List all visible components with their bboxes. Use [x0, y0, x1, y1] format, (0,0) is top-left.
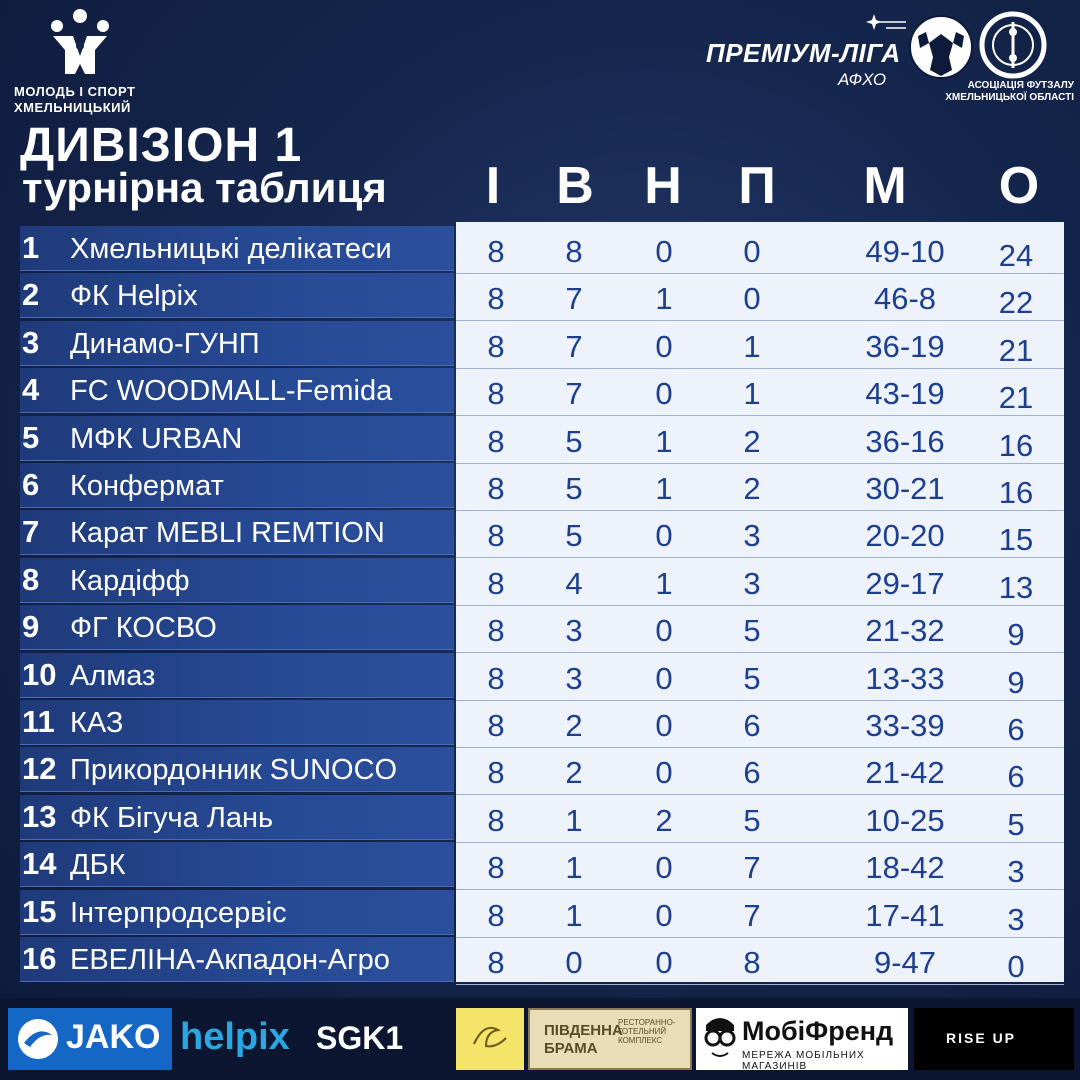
team-name: ФГ КОСВО	[70, 612, 217, 645]
team-position: 5	[22, 419, 40, 455]
sponsor-rise-up	[914, 1008, 1074, 1070]
col-header-goals: М	[863, 157, 907, 215]
cell-goals: 46-8	[873, 281, 937, 317]
team-name: ФК Бігуча Лань	[70, 801, 274, 834]
col-header-played: І	[485, 157, 501, 215]
cell-goals: 29-17	[865, 565, 945, 601]
cell-lost: 5	[743, 613, 761, 649]
team-position: 16	[22, 941, 57, 976]
stats-row	[456, 605, 1064, 653]
team-row	[20, 937, 454, 982]
cell-won: 5	[565, 471, 583, 506]
cell-played: 8	[487, 897, 505, 933]
cell-won: 7	[565, 281, 583, 317]
stats-table	[456, 222, 1064, 982]
cell-lost: 1	[743, 328, 761, 364]
team-position: 4	[22, 372, 40, 408]
cell-won: 3	[565, 613, 583, 649]
cell-goals: 30-21	[865, 471, 945, 506]
cell-drawn: 2	[655, 802, 673, 838]
sponsor-jako	[8, 1008, 172, 1070]
cell-goals: 43-19	[865, 376, 945, 412]
brama-line2: БРАМА	[544, 1040, 598, 1057]
cell-won: 5	[565, 518, 583, 554]
cell-played: 8	[487, 234, 505, 269]
cell-drawn: 0	[655, 518, 673, 554]
rise-up-wordmark: RISE UP	[946, 1030, 1017, 1046]
team-position: 12	[22, 751, 57, 787]
helpix-wordmark: helpix	[180, 1016, 290, 1058]
stats-row	[456, 321, 1064, 369]
team-position: 7	[22, 514, 40, 550]
team-name: Карат MEBLI REMTION	[70, 517, 385, 550]
cell-played: 8	[487, 802, 505, 838]
glasses-face-icon	[700, 1011, 740, 1067]
cell-drawn: 0	[655, 945, 673, 980]
team-position: 3	[22, 324, 40, 360]
col-header-drawn: Н	[644, 157, 682, 215]
cell-drawn: 1	[655, 281, 673, 317]
cell-drawn: 0	[655, 897, 673, 933]
team-position: 11	[22, 704, 55, 739]
cell-points: 5	[1007, 806, 1025, 842]
cell-won: 2	[565, 755, 583, 791]
team-row	[20, 842, 454, 887]
cell-goals: 21-32	[865, 613, 945, 649]
cell-drawn: 0	[655, 708, 673, 743]
team-row	[20, 510, 454, 555]
cell-points: 21	[998, 332, 1034, 368]
team-name: МФК URBAN	[70, 422, 243, 455]
cell-drawn: 0	[655, 850, 673, 886]
team-row	[20, 747, 454, 792]
sponsor-helpix	[176, 1008, 306, 1070]
cell-lost: 7	[743, 850, 761, 886]
stats-row	[456, 416, 1064, 464]
stats-row	[456, 368, 1064, 416]
cell-lost: 1	[743, 376, 761, 412]
cell-points: 13	[998, 569, 1034, 605]
cell-played: 8	[487, 565, 505, 601]
cell-points: 9	[1007, 664, 1025, 700]
cell-goals: 33-39	[865, 708, 945, 743]
cell-goals: 10-25	[865, 802, 945, 838]
cell-won: 7	[565, 328, 583, 364]
team-position: 6	[22, 467, 40, 502]
team-position: 2	[22, 277, 40, 313]
cell-played: 8	[487, 328, 505, 364]
brama-caption: РЕСТОРАННО-ГОТЕЛЬНИЙ КОМПЛЕКС	[618, 1018, 676, 1045]
team-name: Динамо-ГУНП	[70, 327, 260, 360]
cell-goals: 36-19	[865, 328, 945, 364]
team-position: 8	[22, 561, 40, 597]
cell-points: 21	[998, 380, 1034, 416]
cell-points: 3	[1007, 901, 1025, 937]
team-name: ФК Helpix	[70, 280, 198, 313]
cell-points: 22	[998, 285, 1034, 321]
team-row	[20, 368, 454, 413]
team-row	[20, 795, 454, 840]
stats-row	[456, 747, 1064, 795]
cell-goals: 36-16	[865, 423, 945, 459]
cell-points: 3	[1007, 854, 1025, 890]
stats-row	[456, 842, 1064, 890]
sponsor-strip	[0, 998, 1080, 1080]
table-subtitle: турнірна таблиця	[22, 164, 387, 211]
cell-lost: 6	[743, 755, 761, 791]
cell-drawn: 1	[655, 471, 673, 506]
cell-won: 8	[565, 234, 583, 269]
cell-played: 8	[487, 518, 505, 554]
cell-points: 9	[1007, 617, 1025, 653]
sponsor-pivdenna-brama	[528, 1008, 692, 1070]
team-name: КАЗ	[70, 707, 124, 739]
team-name: Хмельницькі делікатеси	[70, 233, 392, 265]
cell-goals: 9-47	[873, 945, 937, 980]
league-subtitle: АФХО	[838, 70, 887, 89]
team-position: 13	[22, 798, 57, 834]
association-logo-icon	[978, 10, 1048, 80]
cell-lost: 3	[743, 518, 761, 554]
cell-goals: 18-42	[865, 850, 945, 886]
cell-goals: 20-20	[865, 518, 945, 554]
org-name-line1: МОЛОДЬ І СПОРТ	[14, 84, 136, 99]
cell-played: 8	[487, 423, 505, 459]
sponsor-sgk	[312, 1008, 452, 1070]
stats-row	[456, 795, 1064, 843]
cell-won: 0	[565, 945, 583, 980]
cell-played: 8	[487, 613, 505, 649]
cell-played: 8	[487, 850, 505, 886]
cell-lost: 0	[743, 281, 761, 317]
cell-goals: 13-33	[865, 660, 945, 696]
team-name: FC WOODMALL-Femida	[70, 375, 393, 408]
team-row	[20, 605, 454, 650]
cell-drawn: 0	[655, 376, 673, 412]
cell-points: 15	[998, 522, 1034, 558]
team-row	[20, 321, 454, 366]
cell-played: 8	[487, 755, 505, 791]
cell-played: 8	[487, 281, 505, 317]
team-row	[20, 463, 454, 508]
stats-row	[456, 890, 1064, 938]
cell-drawn: 0	[655, 328, 673, 364]
cell-played: 8	[487, 376, 505, 412]
cell-lost: 2	[743, 471, 761, 506]
org-name-line2: ХМЕЛЬНИЦЬКИЙ	[14, 100, 131, 115]
cell-won: 7	[565, 376, 583, 412]
association-name-line1: АСОЦІАЦІЯ ФУТЗАЛУ	[967, 80, 1074, 91]
team-position: 9	[22, 609, 40, 645]
stats-row	[456, 700, 1064, 748]
team-position: 10	[22, 656, 57, 692]
team-position: 1	[22, 230, 40, 265]
cell-won: 3	[565, 660, 583, 696]
football-icon	[908, 14, 974, 80]
team-row	[20, 890, 454, 935]
jako-wordmark: JAKO	[66, 1018, 161, 1056]
cell-won: 1	[565, 850, 583, 886]
youth-sport-logo	[10, 6, 150, 118]
cell-lost: 2	[743, 423, 761, 459]
cell-points: 16	[998, 427, 1034, 463]
youth-sport-emblem-icon	[45, 6, 115, 78]
cell-won: 2	[565, 708, 583, 743]
cell-points: 6	[1007, 759, 1025, 795]
stats-row	[456, 558, 1064, 606]
team-name: Конфермат	[70, 470, 224, 502]
association-name-line2: ХМЕЛЬНИЦЬКОЇ ОБЛАСТІ	[945, 92, 1074, 103]
team-name: Прикордонник SUNOCO	[70, 754, 398, 787]
cell-drawn: 0	[655, 660, 673, 696]
jako-logo-icon	[16, 1017, 60, 1061]
stats-row	[456, 273, 1064, 321]
cell-lost: 8	[743, 945, 761, 980]
team-row	[20, 226, 454, 271]
cell-points: 24	[998, 238, 1034, 273]
cell-played: 8	[487, 471, 505, 506]
cell-drawn: 1	[655, 565, 673, 601]
team-row	[20, 653, 454, 698]
cell-lost: 3	[743, 565, 761, 601]
cell-goals: 49-10	[865, 234, 945, 269]
team-row	[20, 416, 454, 461]
team-name: ЕВЕЛІНА-Акпадон-Агро	[70, 944, 390, 976]
cell-drawn: 0	[655, 613, 673, 649]
team-name: Кардіфф	[70, 564, 190, 597]
sgk-wordmark: SGK1	[316, 1020, 404, 1056]
stats-row	[456, 510, 1064, 558]
col-header-lost: П	[738, 157, 776, 215]
cell-won: 1	[565, 897, 583, 933]
league-title: ПРЕМІУМ-ЛІГА	[706, 38, 901, 68]
stats-row	[456, 653, 1064, 701]
cell-won: 5	[565, 423, 583, 459]
stats-row	[456, 463, 1064, 511]
cell-drawn: 1	[655, 423, 673, 459]
cell-lost: 7	[743, 897, 761, 933]
team-row	[20, 273, 454, 318]
association-name	[934, 80, 1074, 104]
cell-played: 8	[487, 945, 505, 980]
signature-logo-icon	[456, 1008, 524, 1070]
cell-won: 1	[565, 802, 583, 838]
cell-points: 16	[998, 475, 1034, 510]
cell-played: 8	[487, 660, 505, 696]
cell-lost: 5	[743, 802, 761, 838]
mobifrend-wordmark: МобіФренд	[742, 1016, 894, 1046]
stats-row	[456, 226, 1064, 274]
cell-points: 6	[1007, 712, 1025, 747]
team-position: 15	[22, 893, 57, 929]
stats-row	[456, 937, 1064, 985]
cell-played: 8	[487, 708, 505, 743]
col-header-points: О	[998, 157, 1040, 215]
team-row	[20, 558, 454, 603]
sponsor-gold-logo	[456, 1008, 524, 1070]
division-title: ДИВІЗІОН 1	[20, 119, 303, 172]
cell-drawn: 0	[655, 234, 673, 269]
col-header-won: В	[556, 157, 594, 215]
mobifrend-tagline: МЕРЕЖА МОБІЛЬНИХ МАГАЗИНІВ	[742, 1050, 865, 1072]
team-name: ДБК	[70, 849, 126, 882]
cell-goals: 21-42	[865, 755, 945, 791]
cell-goals: 17-41	[865, 897, 945, 933]
brama-wordmark	[544, 1022, 623, 1058]
brama-line1: ПІВДЕННА	[544, 1022, 623, 1039]
sponsor-mobifrend	[696, 1008, 908, 1070]
cell-lost: 0	[743, 234, 761, 269]
cell-points: 0	[1007, 949, 1025, 984]
cell-won: 4	[565, 565, 583, 601]
team-name: Інтерпродсервіс	[70, 896, 287, 929]
team-row	[20, 700, 454, 745]
cell-lost: 5	[743, 660, 761, 696]
cell-drawn: 0	[655, 755, 673, 791]
team-name: Алмаз	[70, 659, 156, 692]
team-position: 14	[22, 846, 57, 882]
cell-lost: 6	[743, 708, 761, 743]
